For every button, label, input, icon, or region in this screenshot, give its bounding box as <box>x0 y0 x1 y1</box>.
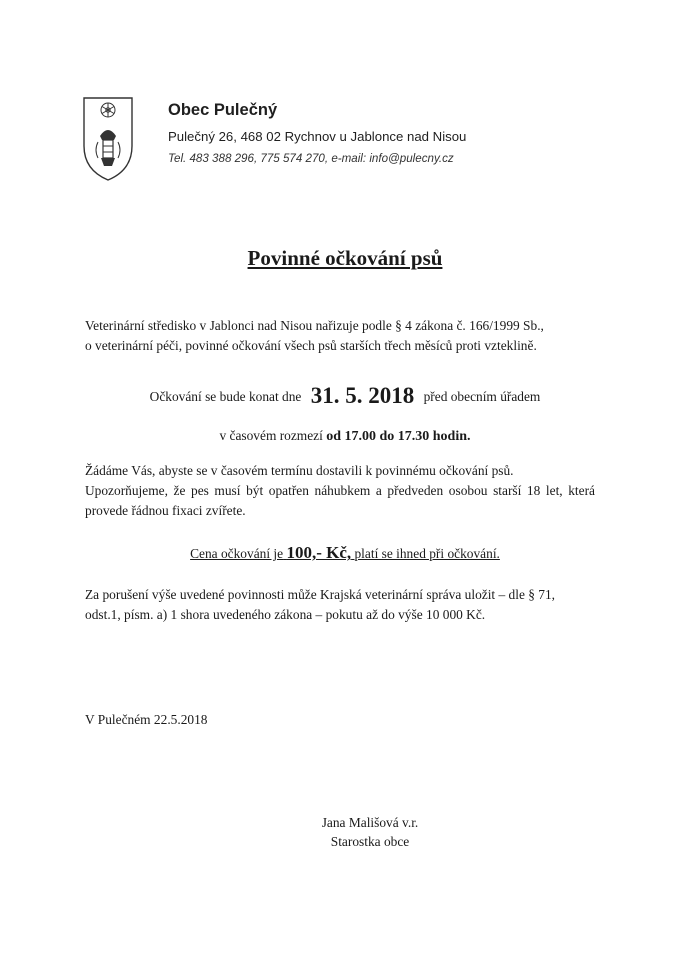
time-prefix: v časovém rozmezí <box>219 428 323 443</box>
time-range: od 17.00 do 17.30 hodin. <box>326 429 471 444</box>
penalty-line-1: Za porušení výše uvedené povinnosti může Krajská veterinární správa uložit – dle § 71, <box>85 587 556 602</box>
vaccination-date-line <box>0 383 690 409</box>
price-amount: 100,- Kč, <box>286 543 352 562</box>
signatory-name: Jana Mališová v.r. <box>321 815 419 830</box>
date-prefix: Očkování se bude konat dne <box>149 389 302 404</box>
penalty-paragraph <box>85 585 595 625</box>
notice-title: Povinné očkování psů <box>247 246 443 270</box>
request-line-3: provede řádnou fixaci zvířete. <box>85 503 246 518</box>
date-suffix: před obecním úřadem <box>423 389 541 404</box>
vaccination-date: 31. 5. 2018 <box>310 383 415 408</box>
signatory-role: Starostka obce <box>330 834 410 849</box>
org-name: Obec Pulečný <box>168 101 278 119</box>
penalty-line-2: odst.1, písm. a) 1 shora uvedeného zákona – pokutu až do výše 10 000 Kč. <box>85 607 486 622</box>
municipal-crest <box>82 96 134 182</box>
price-suffix: platí se ihned při očkování. <box>354 546 500 561</box>
intro-line-2: o veterinární péči, povinné očkování všech psů starších třech měsíců proti vzteklině. <box>85 338 537 353</box>
coat-of-arms-icon <box>82 96 134 182</box>
signature-block <box>305 813 435 851</box>
intro-line-1: Veterinární středisko v Jablonci nad Nisou nařizuje podle § 4 zákona č. 166/1999 Sb., <box>85 318 544 333</box>
vaccination-time-line <box>0 428 690 445</box>
price-line <box>0 543 690 563</box>
price-prefix: Cena očkování je <box>190 546 284 561</box>
place-date: V Pulečném 22.5.2018 <box>85 712 208 727</box>
intro-paragraph <box>85 316 595 356</box>
org-contact: Tel. 483 388 296, 775 574 270, e-mail: info@pulecny.cz <box>168 152 454 165</box>
request-line-1: Žádáme Vás, abyste se v časovém termínu dostavili k povinnému očkování psů. <box>85 463 514 478</box>
request-paragraph <box>85 461 595 521</box>
org-address: Pulečný 26, 468 02 Rychnov u Jablonce nad Nisou <box>168 129 467 144</box>
request-line-2: Upozorňujeme, že pes musí být opatřen náhubkem a předveden osobou starší 18 let, která <box>85 483 595 498</box>
